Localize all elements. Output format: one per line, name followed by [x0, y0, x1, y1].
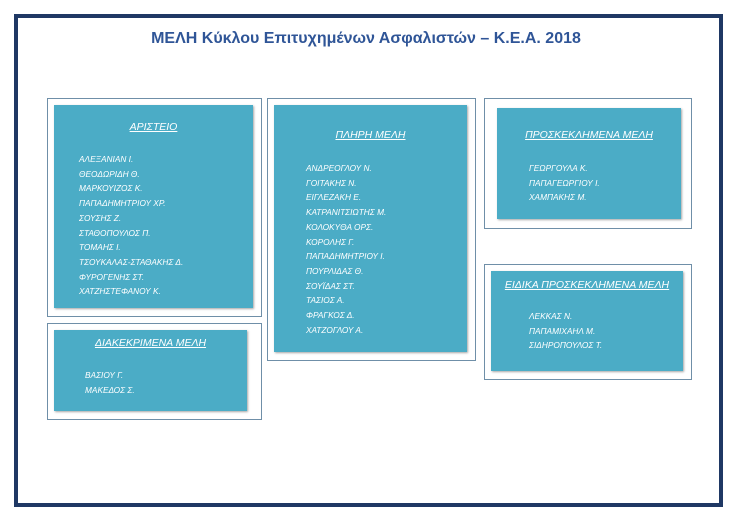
- plirh-members-list: [306, 161, 386, 337]
- member-name: ΠΟΥΡΛΙΔΑΣ Θ.: [306, 265, 364, 276]
- member-name: ΚΑΤΡΑΝΙΤΣΙΩΤΗΣ Μ.: [306, 207, 387, 218]
- member-name: ΛΕΚΚΑΣ Ν.: [529, 311, 573, 321]
- member-name: ΦΥΡΟΓΕΝΗΣ ΣΤ.: [79, 271, 145, 282]
- member-name: ΤΑΣΙΟΣ Α.: [306, 295, 345, 306]
- member-name: ΓΟΙΤΑΚΗΣ Ν.: [306, 177, 357, 188]
- member-name: ΕΙΓΛΕΖΑΚΗ Ε.: [306, 192, 362, 203]
- proskeklimena-members-list: [529, 161, 600, 205]
- member-name: ΑΝΔΡΕΟΓΛΟΥ Ν.: [306, 163, 372, 173]
- member-name: ΦΡΑΓΚΟΣ Δ.: [306, 310, 355, 321]
- member-name: ΒΑΣΙΟΥ Γ.: [85, 370, 124, 380]
- plirh-box: [274, 105, 467, 352]
- member-name: ΧΑΤΖΗΣΤΕΦΑΝΟΥ Κ.: [79, 286, 161, 297]
- member-name: ΤΟΜΑΗΣ Ι.: [79, 242, 121, 253]
- member-name: ΣΟΥΣΗΣ Ζ.: [79, 212, 122, 223]
- member-name: ΠΑΠΑΓΕΩΡΓΙΟΥ Ι.: [529, 177, 600, 188]
- member-name: ΠΑΠΑΔΗΜΗΤΡΙΟΥ ΧΡ.: [79, 198, 166, 209]
- eidika-box: [491, 271, 683, 371]
- member-name: ΠΑΠΑΜΙΧΑΗΛ Μ.: [529, 325, 596, 336]
- member-name: ΣΤΑΘΟΠΟΥΛΟΣ Π.: [79, 227, 151, 238]
- proskeklimena-heading: ΠΡΟΣΚΕΚΛΗΜΕΝΑ ΜΕΛΗ: [525, 129, 653, 141]
- diakekrimena-box: [54, 330, 247, 411]
- member-name: ΜΑΡΚΟΥΙΖΟΣ Κ.: [79, 183, 143, 194]
- member-name: ΧΑΤΖΟΓΛΟΥ Α.: [306, 324, 364, 335]
- page-title: ΜΕΛΗ Κύκλου Επιτυχημένων Ασφαλιστών – Κ.Ε.Α. 2018: [151, 30, 581, 47]
- eidika-heading: ΕΙΔΙΚΑ ΠΡΟΣΚΕΚΛΗΜΕΝΑ ΜΕΛΗ: [504, 279, 670, 291]
- plirh-heading: ΠΛΗΡΗ ΜΕΛΗ: [335, 129, 406, 141]
- aristeio-box: [54, 105, 253, 308]
- member-name: ΤΣΟΥΚΑΛΑΣ-ΣΤΑΘΑΚΗΣ Δ.: [79, 256, 184, 267]
- member-name: ΣΟΥΪΔΑΣ ΣΤ.: [306, 280, 355, 291]
- proskeklimena-box: [497, 108, 681, 219]
- member-name: ΚΟΡΟΛΗΣ Γ.: [306, 236, 355, 247]
- member-name: ΑΛΕΞΑΝΙΑΝ Ι.: [79, 154, 134, 164]
- aristeio-heading: ΑΡΙΣΤΕΙΟ: [129, 121, 178, 133]
- member-name: ΚΟΛΟΚΥΘΑ ΟΡΣ.: [306, 221, 374, 232]
- member-name: ΣΙΔΗΡΟΠΟΥΛΟΣ Τ.: [529, 340, 603, 351]
- member-name: ΘΕΟΔΩΡΙΔΗ Θ.: [79, 168, 140, 179]
- aristeio-members-list: [79, 152, 183, 299]
- diakekrimena-members-list: [85, 368, 135, 397]
- member-name: ΠΑΠΑΔΗΜΗΤΡΙΟΥ Ι.: [306, 251, 385, 262]
- eidika-members-list: [529, 309, 602, 353]
- member-name: ΧΑΜΠΑΚΗΣ Μ.: [529, 192, 587, 203]
- member-name: ΓΕΩΡΓΟΥΛΑ Κ.: [529, 163, 588, 173]
- diakekrimena-heading: ΔΙΑΚΕΚΡΙΜΕΝΑ ΜΕΛΗ: [94, 337, 207, 349]
- member-name: ΜΑΚΕΔΟΣ Σ.: [85, 384, 135, 395]
